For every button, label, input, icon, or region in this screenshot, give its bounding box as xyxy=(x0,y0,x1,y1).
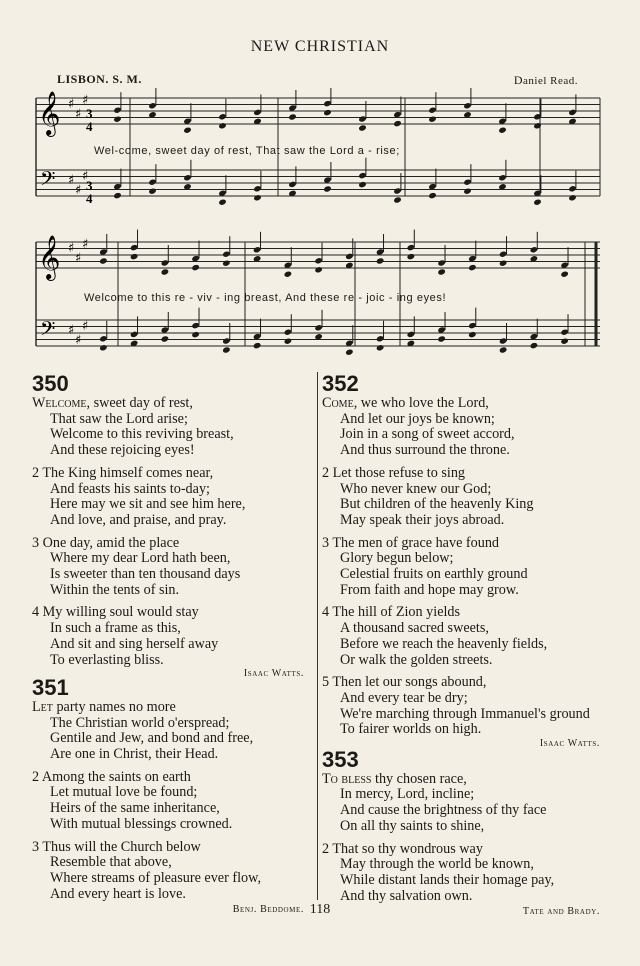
initial-capital-word: Welcome xyxy=(32,395,87,411)
verse-line: 4 My willing soul would stay xyxy=(32,604,199,621)
verse-line: Where streams of pleasure ever flow, xyxy=(50,869,262,886)
bass-clef-icon: 𝄢 xyxy=(40,317,56,345)
verse-line: Within the tents of sin. xyxy=(50,581,180,598)
verse-line: A thousand sacred sweets, xyxy=(340,620,489,637)
verse-line: That saw the Lord arise; xyxy=(50,410,188,427)
verse-line-rest: , sweet day of rest, xyxy=(86,395,193,411)
verse-line: In mercy, Lord, incline; xyxy=(340,786,475,803)
bass-notes xyxy=(99,308,569,356)
verse-line xyxy=(32,700,304,716)
time-signature: 3 xyxy=(86,106,93,121)
note-head xyxy=(568,194,577,201)
verse-line xyxy=(322,396,600,412)
bass-notes xyxy=(113,158,577,206)
note-head xyxy=(323,185,332,192)
note-head xyxy=(463,188,472,195)
time-signature: 4 xyxy=(86,119,93,134)
sharp-icon: ♯ xyxy=(75,333,82,348)
time-signature: 4 xyxy=(86,191,93,206)
verse-line: Heirs of the same inheritance, xyxy=(50,800,220,817)
note-head xyxy=(288,113,297,120)
verse-line: 3 Thus will the Church below xyxy=(32,838,201,855)
note-head xyxy=(148,188,157,195)
hymn-353-author: Tate and Brady. xyxy=(522,906,600,918)
note-head xyxy=(376,257,385,264)
note-head xyxy=(253,342,262,349)
right-column xyxy=(322,372,600,920)
verse-line xyxy=(32,396,304,412)
note-head xyxy=(560,338,569,345)
note-head xyxy=(191,331,200,338)
note-head xyxy=(113,116,122,123)
verse-line: Is sweeter than ten thousand days xyxy=(50,566,241,583)
verse-line: 5 Then let our songs abound, xyxy=(322,674,487,691)
note-head xyxy=(222,346,231,353)
note-head xyxy=(437,335,446,342)
note-head xyxy=(113,192,122,199)
verse-line: May speak their joys abroad. xyxy=(340,511,505,528)
hymn-352-text xyxy=(322,396,600,738)
verse-line: And thy salvation own. xyxy=(340,887,473,904)
note-head xyxy=(376,344,385,351)
note-head xyxy=(222,260,231,267)
verse-line: In such a frame as this, xyxy=(50,620,181,637)
note-head xyxy=(161,268,170,275)
note-head xyxy=(428,116,437,123)
sharp-icon: ♯ xyxy=(82,319,89,334)
note-head xyxy=(218,122,227,129)
note-head xyxy=(358,124,367,131)
sharp-icon: ♯ xyxy=(82,93,89,108)
verse-line: And let our joys be known; xyxy=(340,410,495,427)
verse-line: To fairer worlds on high. xyxy=(340,721,482,738)
lyric-line-1: Wel-come, sweet day of rest, That saw the Lord a - rise; xyxy=(94,145,400,157)
verse-line: Where my dear Lord hath been, xyxy=(50,550,231,567)
verse-line: On all thy saints to shine, xyxy=(340,817,485,834)
verse-line: We're marching through Immanuel's ground xyxy=(340,705,590,722)
verse-line: And every tear be dry; xyxy=(340,689,468,706)
note-head xyxy=(530,342,539,349)
sharp-icon: ♯ xyxy=(68,241,75,256)
left-column xyxy=(32,372,304,918)
sharp-icon: ♯ xyxy=(75,251,82,266)
note-head xyxy=(314,266,323,273)
hymn-number-351: 351 xyxy=(32,674,69,700)
sharp-icon: ♯ xyxy=(82,169,89,184)
verse-line-rest: thy chosen race, xyxy=(371,770,467,787)
verse-line: Before we reach the heavenly fields, xyxy=(340,635,548,652)
verse-line: 2 That so thy wondrous way xyxy=(322,840,483,857)
sharp-icon: ♯ xyxy=(68,97,75,112)
hymn-number-350: 350 xyxy=(32,371,69,396)
note-head xyxy=(428,192,437,199)
hymn-351-author: Benj. Beddome. xyxy=(232,904,304,916)
verse-line: Celestial fruits on earthly ground xyxy=(340,566,528,583)
verse-line: While distant lands their homage pay, xyxy=(340,871,555,888)
verse-line: And thus surround the throne. xyxy=(340,442,510,459)
note-head xyxy=(161,335,170,342)
sharp-icon: ♯ xyxy=(68,173,75,188)
note-head xyxy=(468,331,477,338)
verse-line: To everlasting bliss. xyxy=(50,651,164,668)
sharp-icon: ♯ xyxy=(68,323,75,338)
verse-line: And sit and sing herself away xyxy=(50,635,219,652)
verse-line: But children of the heavenly King xyxy=(340,496,534,513)
note-head xyxy=(99,344,108,351)
verse-line: Welcome to this reviving breast, xyxy=(50,426,234,443)
hymn-350-text xyxy=(32,396,304,668)
initial-capital-word: Let xyxy=(32,698,53,715)
verse-line: Here may we sit and see him here, xyxy=(50,496,246,513)
note-head xyxy=(345,349,354,356)
note-head xyxy=(407,253,416,260)
treble-staff xyxy=(36,242,600,268)
verse-line: 2 Let those refuse to sing xyxy=(322,464,466,481)
hymn-number-353: 353 xyxy=(322,746,359,772)
verse-line: Or walk the golden streets. xyxy=(340,651,493,668)
verse-line: Gentile and Jew, and bond and free, xyxy=(50,730,254,747)
note-head xyxy=(183,127,192,134)
verse-line: 3 The men of grace have found xyxy=(322,534,500,551)
note-head xyxy=(468,264,477,271)
note-head xyxy=(393,120,402,127)
verse-line-rest: , we who love the Lord, xyxy=(353,395,489,411)
verse-line: May through the world be known, xyxy=(340,856,534,873)
verse-line: 2 The King himself comes near, xyxy=(32,464,214,481)
lyric-line-2: Welcome to this re - viv - ing breast, And these re - joic - ing eyes! xyxy=(84,292,447,304)
sharp-icon: ♯ xyxy=(75,107,82,122)
note-head xyxy=(437,268,446,275)
verse-line: 3 One day, amid the place xyxy=(32,534,180,551)
verse-line: And love, and praise, and pray. xyxy=(50,511,227,528)
note-head xyxy=(499,260,508,267)
verse-line: The Christian world o'erspread; xyxy=(50,714,230,731)
page-header: NEW CHRISTIAN xyxy=(250,38,390,55)
bass-clef-icon: 𝄢 xyxy=(40,167,56,195)
note-head xyxy=(284,338,293,345)
verse-line: 4 The hill of Zion yields xyxy=(322,604,461,621)
sharp-icon: ♯ xyxy=(82,237,89,252)
treble-notes xyxy=(99,230,569,278)
composer-name: Daniel Read. xyxy=(513,73,578,87)
hymn-351-text xyxy=(32,700,304,902)
verse-line: Are one in Christ, their Head. xyxy=(50,746,219,763)
bass-staff xyxy=(36,320,600,346)
note-head xyxy=(393,196,402,203)
treble-clef-icon: 𝄞 xyxy=(38,91,61,135)
verse-line: Resemble that above, xyxy=(50,854,172,871)
note-head xyxy=(560,271,569,278)
verse-line: Glory begun below; xyxy=(340,550,454,567)
treble-clef-icon: 𝄞 xyxy=(38,235,61,279)
verse-line: Join in a song of sweet accord, xyxy=(340,426,515,443)
verse-line: Who never knew our God; xyxy=(340,480,492,497)
verse-line: And cause the brightness of thy face xyxy=(340,802,547,819)
initial-capital-word: To bless xyxy=(322,770,372,787)
column-divider xyxy=(317,372,318,900)
hymn-352-author: Isaac Watts. xyxy=(539,738,600,750)
verse-line: And every heart is love. xyxy=(50,885,186,902)
hymn-350-author: Isaac Watts. xyxy=(243,668,304,680)
page-number: 118 xyxy=(309,902,331,917)
verse-line: From faith and hope may grow. xyxy=(340,581,519,598)
note-head xyxy=(130,253,139,260)
verse-line: And feasts his saints to-day; xyxy=(50,480,210,497)
note-head xyxy=(218,199,227,206)
verse-line: Let mutual love be found; xyxy=(50,784,198,801)
initial-capital-word: Come xyxy=(322,395,354,411)
verse-line: 2 Among the saints on earth xyxy=(32,768,191,785)
verse-line: With mutual blessings crowned. xyxy=(50,815,233,832)
tune-name: LISBON. S. M. xyxy=(57,72,142,86)
note-head xyxy=(99,257,108,264)
note-head xyxy=(358,181,367,188)
time-signature: 3 xyxy=(86,178,93,193)
verse-line: And these rejoicing eyes! xyxy=(50,442,195,459)
note-head xyxy=(498,127,507,134)
note-head xyxy=(499,346,508,353)
note-head xyxy=(191,264,200,271)
verse-line xyxy=(322,772,600,788)
note-head xyxy=(323,109,332,116)
verse-line-rest: party names no more xyxy=(52,698,176,715)
note-head xyxy=(284,271,293,278)
note-head xyxy=(253,194,262,201)
note-head xyxy=(533,199,542,206)
hymn-353-text xyxy=(322,772,600,905)
hymn-number-352: 352 xyxy=(322,371,359,396)
sharp-icon: ♯ xyxy=(75,183,82,198)
